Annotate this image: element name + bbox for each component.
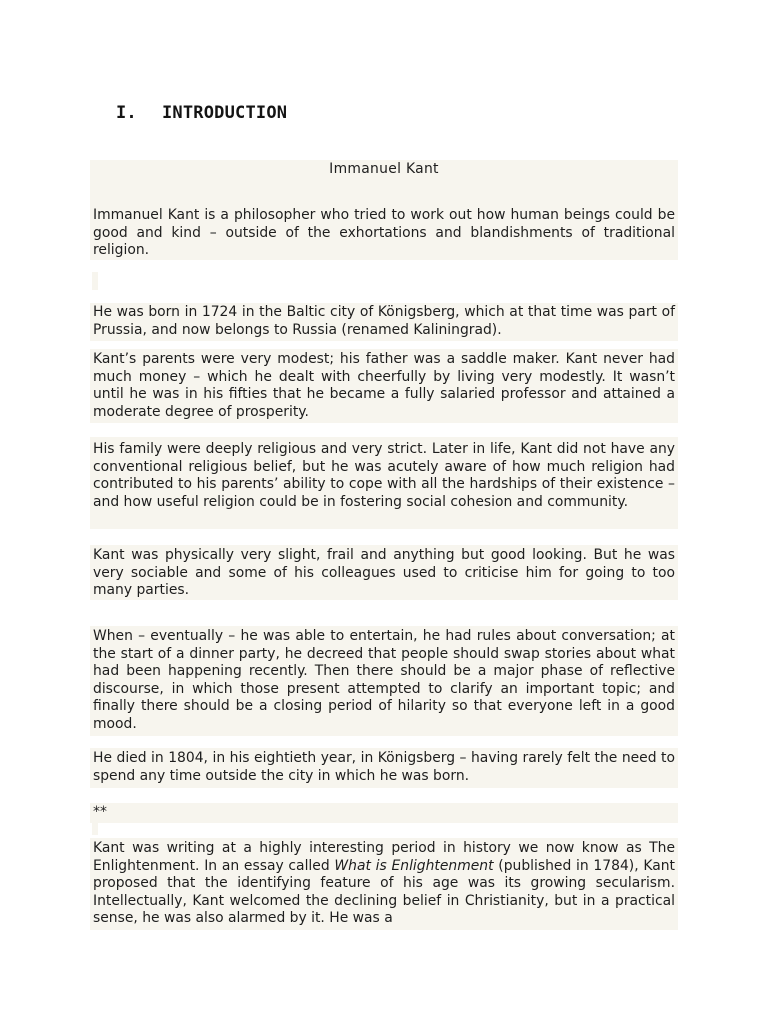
section-heading bbox=[116, 103, 287, 123]
paragraph-2-text: He was born in 1724 in the Baltic city of Königsberg, which at that time was part of Prussia, and now belongs to Russia (renamed Kaliningrad). bbox=[93, 304, 675, 338]
paragraph-8-end: (published in 1784), Kant proposed that the identifying feature of his age was its growing secularism. Intellectually, Kant welcomed the declining belief in Christianity, but in a practical sense, he was also alarmed by it. He was a bbox=[93, 857, 675, 927]
paragraph-6 bbox=[90, 626, 678, 736]
essay-title: What is Enlightenment bbox=[334, 857, 494, 874]
paragraph-3-text: Kant’s parents were very modest; his father was a saddle maker. Kant never had much money – which he dealt with cheerfully by living very modestly. It wasn’t until he was in his fifties that he became a fully salaried professor and attained a moderate degree of prosperity. bbox=[93, 351, 675, 420]
paragraph-7 bbox=[90, 748, 678, 788]
paragraph-3 bbox=[90, 349, 678, 423]
paragraph-1 bbox=[90, 196, 678, 260]
paragraph-2 bbox=[90, 303, 678, 341]
separator-block bbox=[90, 803, 678, 823]
separator: ** bbox=[93, 804, 107, 820]
paragraph-8-start: Kant was writing at a highly interesting period in history we now know as The Enlightenment. In an essay called bbox=[93, 840, 675, 874]
paragraph-6-text: When – eventually – he was able to entertain, he had rules about conversation; at the start of a dinner party, he decreed that people should swap stories about what had been happening recently. Then there should be a major phase of reflective discourse, in which those present attempted to clarify an important topic; and finally there should be a closing period of hilarity so that everyone left in a good mood. bbox=[93, 628, 675, 732]
empty-highlight bbox=[92, 272, 98, 290]
paragraph-4-text: His family were deeply religious and very strict. Later in life, Kant did not have any conventional religious belief, but he was acutely aware of how much religion had contributed to his parents’ ability to cope with all the hardships of their existence – and how useful religion could be in fostering social cohesion and community. bbox=[93, 441, 675, 510]
section-number: I. bbox=[116, 103, 137, 123]
paragraph-8 bbox=[90, 838, 678, 930]
paragraph-8-text bbox=[93, 840, 675, 928]
paragraph-1-text: Immanuel Kant is a philosopher who tried to work out how human beings could be good and kind – outside of the exhortations and blandishments of traditional religion. bbox=[93, 207, 675, 259]
section-title: INTRODUCTION bbox=[162, 103, 288, 123]
subtitle-block bbox=[90, 160, 678, 196]
paragraph-5-text: Kant was physically very slight, frail and anything but good looking. But he was very sociable and some of his colleagues used to criticise him for going to too many parties. bbox=[93, 547, 675, 599]
subtitle: Immanuel Kant bbox=[329, 161, 439, 177]
paragraph-7-text: He died in 1804, in his eightieth year, in Königsberg – having rarely felt the need to spend any time outside the city in which he was born. bbox=[93, 750, 675, 784]
paragraph-5 bbox=[90, 545, 678, 600]
separator-mark bbox=[92, 823, 98, 835]
paragraph-4 bbox=[90, 437, 678, 529]
